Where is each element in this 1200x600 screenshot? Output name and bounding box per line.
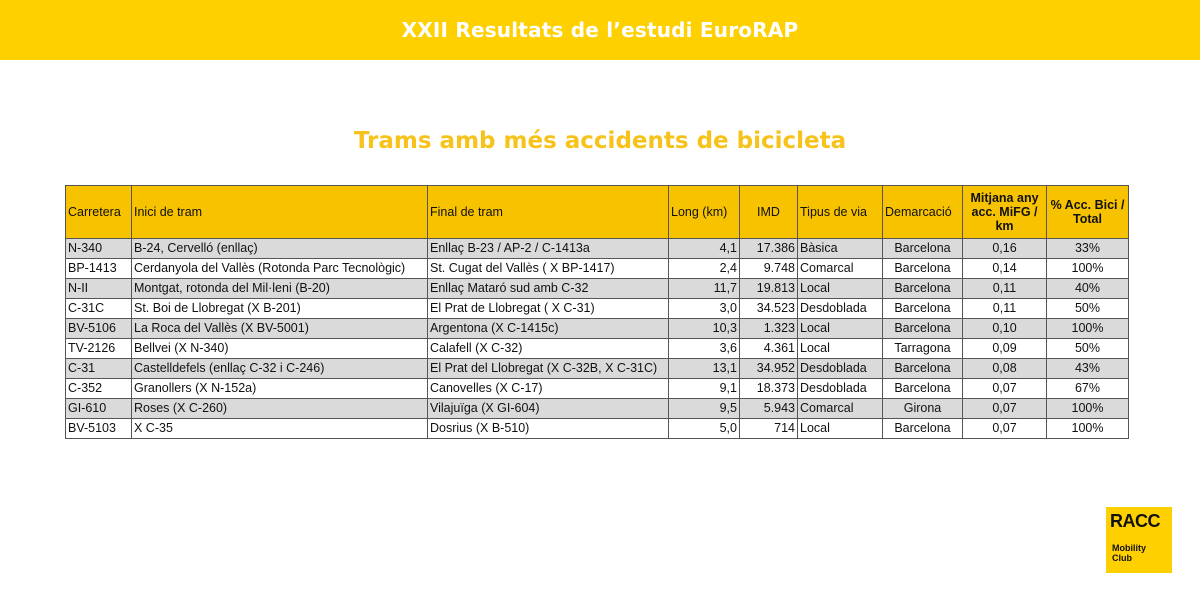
cell-inici: Cerdanyola del Vallès (Rotonda Parc Tecnològic) — [132, 259, 428, 279]
cell-long: 10,3 — [669, 319, 740, 339]
header-long-km: Long (km) — [669, 186, 740, 239]
cell-carretera: C-352 — [66, 379, 132, 399]
header-imd: IMD — [740, 186, 798, 239]
cell-percent: 33% — [1047, 239, 1129, 259]
table-body — [66, 239, 1129, 439]
header-final-de-tram: Final de tram — [428, 186, 669, 239]
cell-mitjana: 0,07 — [963, 419, 1047, 439]
table-row — [66, 359, 1129, 379]
header-carretera: Carretera — [66, 186, 132, 239]
cell-mitjana: 0,08 — [963, 359, 1047, 379]
cell-long: 11,7 — [669, 279, 740, 299]
cell-imd: 18.373 — [740, 379, 798, 399]
accidents-table — [65, 185, 1129, 439]
table-row — [66, 259, 1129, 279]
cell-long: 9,1 — [669, 379, 740, 399]
table-row — [66, 419, 1129, 439]
table-row — [66, 399, 1129, 419]
cell-carretera: N-340 — [66, 239, 132, 259]
banner-title: XXII Resultats de l’estudi EuroRAP — [401, 18, 799, 42]
cell-percent: 100% — [1047, 259, 1129, 279]
cell-percent: 50% — [1047, 299, 1129, 319]
cell-inici: Roses (X C-260) — [132, 399, 428, 419]
cell-tipus: Desdoblada — [798, 359, 883, 379]
cell-percent: 43% — [1047, 359, 1129, 379]
cell-inici: Granollers (X N-152a) — [132, 379, 428, 399]
cell-final: El Prat de Llobregat ( X C-31) — [428, 299, 669, 319]
cell-final: St. Cugat del Vallès ( X BP-1417) — [428, 259, 669, 279]
header-demarcacio: Demarcació — [883, 186, 963, 239]
table-row — [66, 299, 1129, 319]
cell-final: Enllaç Mataró sud amb C-32 — [428, 279, 669, 299]
cell-long: 13,1 — [669, 359, 740, 379]
table-row — [66, 319, 1129, 339]
cell-demarcacio: Girona — [883, 399, 963, 419]
cell-imd: 34.952 — [740, 359, 798, 379]
table-header-row — [66, 186, 1129, 239]
cell-final: Argentona (X C-1415c) — [428, 319, 669, 339]
cell-percent: 67% — [1047, 379, 1129, 399]
cell-long: 4,1 — [669, 239, 740, 259]
cell-imd: 1.323 — [740, 319, 798, 339]
cell-percent: 40% — [1047, 279, 1129, 299]
cell-demarcacio: Barcelona — [883, 419, 963, 439]
cell-final: Vilajuïga (X GI-604) — [428, 399, 669, 419]
cell-demarcacio: Barcelona — [883, 359, 963, 379]
cell-percent: 100% — [1047, 419, 1129, 439]
cell-imd: 9.748 — [740, 259, 798, 279]
cell-inici: Castelldefels (enllaç C-32 i C-246) — [132, 359, 428, 379]
cell-inici: X C-35 — [132, 419, 428, 439]
cell-tipus: Bàsica — [798, 239, 883, 259]
cell-tipus: Comarcal — [798, 399, 883, 419]
cell-demarcacio: Barcelona — [883, 239, 963, 259]
cell-tipus: Desdoblada — [798, 379, 883, 399]
cell-tipus: Local — [798, 279, 883, 299]
top-banner — [0, 0, 1200, 60]
cell-mitjana: 0,11 — [963, 299, 1047, 319]
cell-percent: 100% — [1047, 319, 1129, 339]
cell-final: Enllaç B-23 / AP-2 / C-1413a — [428, 239, 669, 259]
cell-demarcacio: Barcelona — [883, 299, 963, 319]
cell-tipus: Local — [798, 339, 883, 359]
cell-final: Canovelles (X C-17) — [428, 379, 669, 399]
cell-carretera: BP-1413 — [66, 259, 132, 279]
table-row — [66, 239, 1129, 259]
cell-demarcacio: Barcelona — [883, 259, 963, 279]
cell-imd: 19.813 — [740, 279, 798, 299]
cell-imd: 4.361 — [740, 339, 798, 359]
cell-inici: La Roca del Vallès (X BV-5001) — [132, 319, 428, 339]
page-subtitle: Trams amb més accidents de bicicleta — [353, 128, 847, 154]
cell-carretera: C-31C — [66, 299, 132, 319]
cell-mitjana: 0,14 — [963, 259, 1047, 279]
cell-mitjana: 0,10 — [963, 319, 1047, 339]
cell-demarcacio: Barcelona — [883, 319, 963, 339]
cell-inici: Bellvei (X N-340) — [132, 339, 428, 359]
cell-inici: B-24, Cervelló (enllaç) — [132, 239, 428, 259]
cell-mitjana: 0,16 — [963, 239, 1047, 259]
cell-carretera: BV-5103 — [66, 419, 132, 439]
table-row — [66, 339, 1129, 359]
cell-tipus: Local — [798, 419, 883, 439]
cell-imd: 34.523 — [740, 299, 798, 319]
cell-carretera: TV-2126 — [66, 339, 132, 359]
cell-tipus: Comarcal — [798, 259, 883, 279]
cell-long: 3,0 — [669, 299, 740, 319]
header-percent-acc-bici: % Acc. Bici / Total — [1047, 186, 1129, 239]
cell-carretera: N-II — [66, 279, 132, 299]
cell-long: 5,0 — [669, 419, 740, 439]
cell-tipus: Desdoblada — [798, 299, 883, 319]
header-tipus-de-via: Tipus de via — [798, 186, 883, 239]
cell-imd: 17.386 — [740, 239, 798, 259]
cell-inici: St. Boi de Llobregat (X B-201) — [132, 299, 428, 319]
cell-demarcacio: Barcelona — [883, 379, 963, 399]
cell-long: 3,6 — [669, 339, 740, 359]
table-row — [66, 379, 1129, 399]
cell-long: 2,4 — [669, 259, 740, 279]
cell-inici: Montgat, rotonda del Mil·leni (B-20) — [132, 279, 428, 299]
cell-carretera: C-31 — [66, 359, 132, 379]
cell-final: Calafell (X C-32) — [428, 339, 669, 359]
cell-percent: 50% — [1047, 339, 1129, 359]
header-inici-de-tram: Inici de tram — [132, 186, 428, 239]
cell-mitjana: 0,09 — [963, 339, 1047, 359]
cell-final: Dosrius (X B-510) — [428, 419, 669, 439]
logo-wordmark: RACC — [1110, 511, 1160, 531]
logo-tagline: Mobility Club — [1112, 543, 1146, 563]
cell-demarcacio: Barcelona — [883, 279, 963, 299]
cell-imd: 5.943 — [740, 399, 798, 419]
cell-long: 9,5 — [669, 399, 740, 419]
table-row — [66, 279, 1129, 299]
cell-mitjana: 0,07 — [963, 379, 1047, 399]
header-mitjana: Mitjana any acc. MiFG / km — [963, 186, 1047, 239]
cell-percent: 100% — [1047, 399, 1129, 419]
cell-tipus: Local — [798, 319, 883, 339]
cell-demarcacio: Tarragona — [883, 339, 963, 359]
racc-logo — [1106, 507, 1172, 573]
cell-carretera: BV-5106 — [66, 319, 132, 339]
cell-imd: 714 — [740, 419, 798, 439]
cell-final: El Prat del Llobregat (X C-32B, X C-31C) — [428, 359, 669, 379]
cell-mitjana: 0,07 — [963, 399, 1047, 419]
cell-mitjana: 0,11 — [963, 279, 1047, 299]
cell-carretera: GI-610 — [66, 399, 132, 419]
